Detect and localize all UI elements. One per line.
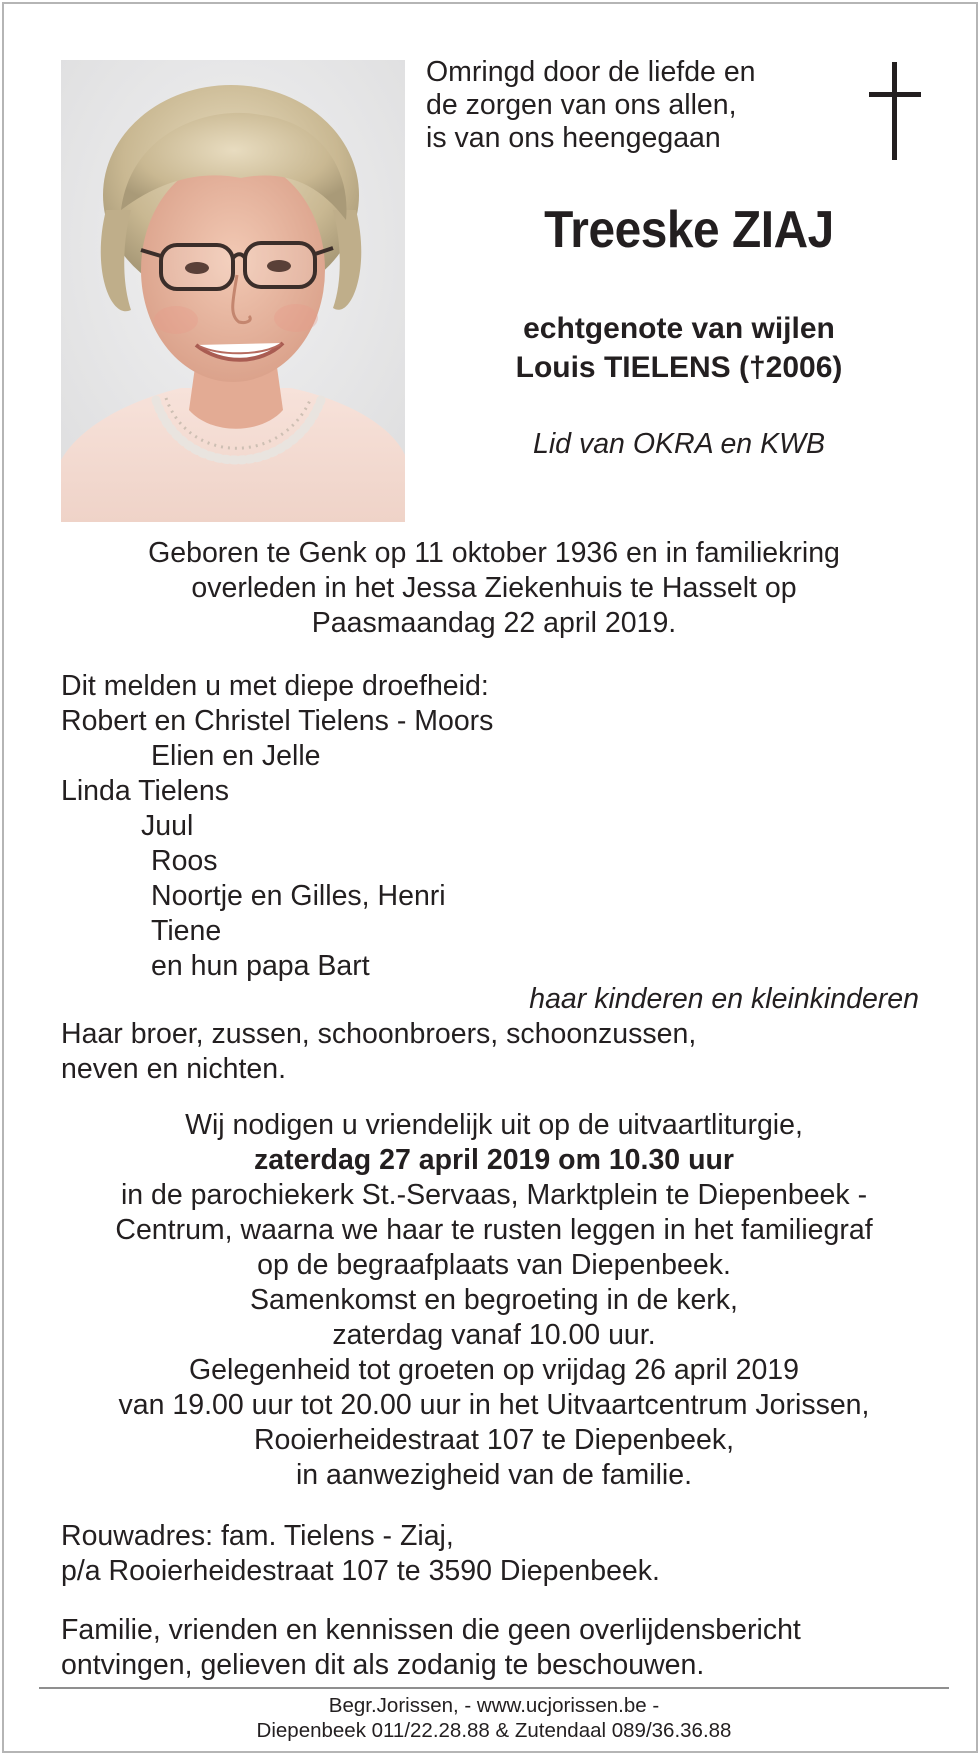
intro-line: de zorgen van ons allen, <box>426 89 737 121</box>
siblings-text <box>61 1017 941 1087</box>
relative-line: Elien en Jelle <box>151 740 321 772</box>
announcement-intro: Dit melden u met diepe droefheid: <box>61 670 489 702</box>
funeral-detail-line: Rooierheidestraat 107 te Diepenbeek, <box>253 1424 735 1456</box>
relative-line: Linda Tielens <box>61 775 229 807</box>
cross-icon <box>864 62 926 162</box>
birth-death-line: overleden in het Jessa Ziekenhuis te Hasselt op <box>191 572 797 604</box>
intro-line: is van ons heengegaan <box>426 122 721 154</box>
portrait-illustration <box>61 60 405 522</box>
obituary-card <box>2 2 978 1753</box>
mourning-address <box>61 1519 941 1589</box>
birth-death-line: Geboren te Genk op 11 oktober 1936 en in familiekring <box>148 537 840 569</box>
spouse-info <box>414 309 944 387</box>
address-line: Rouwadres: fam. Tielens - Ziaj, <box>61 1520 454 1552</box>
funeral-detail-line: zaterdag vanaf 10.00 uur. <box>332 1319 656 1351</box>
intro-line: Omringd door de liefde en <box>426 56 756 88</box>
relative-line: Robert en Christel Tielens - Moors <box>61 705 494 737</box>
relative-line: Tiene <box>151 915 222 947</box>
footer-line: Diepenbeek 011/22.28.88 & Zutendaal 089/36.36.88 <box>256 1719 732 1742</box>
funeral-detail-line: Samenkomst en begroeting in de kerk, <box>250 1284 738 1316</box>
notice-line: Familie, vrienden en kennissen die geen overlijdensbericht <box>61 1614 801 1646</box>
funeral-details <box>44 1108 944 1493</box>
funeral-detail-line: Centrum, waarna we haar te rusten leggen in het familiegraf <box>115 1214 873 1246</box>
relative-line: Noortje en Gilles, Henri <box>151 880 446 912</box>
spouse-line: Louis TIELENS (†2006) <box>515 351 843 384</box>
footer-divider <box>39 1687 949 1689</box>
birth-death-line: Paasmaandag 22 april 2019. <box>311 607 677 639</box>
intro-text <box>426 56 826 155</box>
birth-death-text <box>44 536 944 641</box>
membership: Lid van OKRA en KWB <box>533 428 825 460</box>
footer <box>44 1693 944 1743</box>
notice-text <box>61 1613 941 1683</box>
footer-line: Begr.Jorissen, - www.ucjorissen.be - <box>328 1694 660 1717</box>
funeral-detail-line: van 19.00 uur tot 20.00 uur in het Uitvaartcentrum Jorissen, <box>118 1389 870 1421</box>
address-line: p/a Rooierheidestraat 107 te 3590 Diepenbeek. <box>61 1555 660 1587</box>
siblings-line: Haar broer, zussen, schoonbroers, schoonzussen, <box>61 1018 697 1050</box>
funeral-detail-line: in de parochiekerk St.-Servaas, Marktplein te Diepenbeek - <box>120 1179 868 1211</box>
funeral-detail-line: op de begraafplaats van Diepenbeek. <box>257 1249 731 1281</box>
notice-line: ontvingen, gelieven dit als zodanig te beschouwen. <box>61 1649 705 1681</box>
relative-line: en hun papa Bart <box>151 950 370 982</box>
deceased-name: Treeske ZIAJ <box>544 201 834 259</box>
funeral-datetime: zaterdag 27 april 2019 om 10.30 uur <box>254 1144 734 1176</box>
funeral-detail-line: Gelegenheid tot groeten op vrijdag 26 april 2019 <box>188 1354 800 1386</box>
children-label: haar kinderen en kleinkinderen <box>529 983 919 1015</box>
portrait-photo <box>61 60 405 522</box>
relative-line: Roos <box>151 845 218 877</box>
funeral-invite: Wij nodigen u vriendelijk uit op de uitvaartliturgie, <box>185 1109 803 1141</box>
spouse-line: echtgenote van wijlen <box>523 312 835 345</box>
relative-line: Juul <box>141 810 194 842</box>
siblings-line: neven en nichten. <box>61 1053 287 1085</box>
funeral-detail-line: in aanwezigheid van de familie. <box>295 1459 693 1491</box>
